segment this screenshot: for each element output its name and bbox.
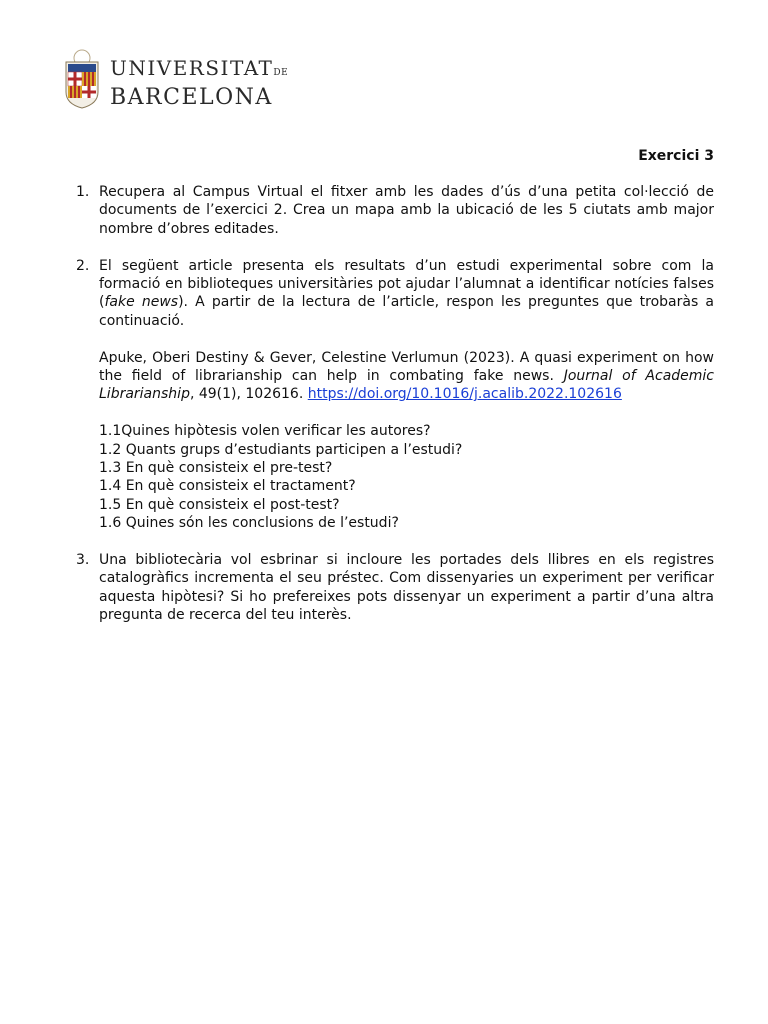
exercise-title: Exercici 3 <box>638 148 714 164</box>
journal-name: Journal of Academic Librarianship <box>99 368 714 403</box>
article-reference: Apuke, Oberi Destiny & Gever, Celestine Verlumun (2023). A quasi experiment on how the field of librarianship can help in combating fake news. Journal of Academic Librarianship, 49(1), 102616. https://doi.org/10.1016/j.acalib.2022.102616 <box>99 349 714 403</box>
logo-wordmark-barcelona: BARCELONA <box>110 85 273 110</box>
question-item: 1.1Quines hipòtesis volen verificar les autores? <box>99 423 431 440</box>
doi-link[interactable]: https://doi.org/10.1016/j.acalib.2022.102616 <box>307 386 622 403</box>
logo-wordmark-universitat: UNIVERSITAT <box>110 56 274 80</box>
exercise-list <box>62 183 714 643</box>
question-list <box>99 422 714 532</box>
question-item: 1.6 Quines són les conclusions de l’estudi? <box>99 515 399 532</box>
exercise-number: 3. <box>76 552 90 569</box>
university-logo <box>62 48 289 112</box>
fake-news-term: fake news <box>104 294 179 311</box>
question-item: 1.3 En què consisteix el pre-test? <box>99 460 333 477</box>
exercise-item-1 <box>62 183 714 238</box>
university-crest-icon <box>62 48 102 110</box>
exercise-text: Una bibliotecària vol esbrinar si incloure les portades dels llibres en els registres catalogràfics incrementa el seu préstec. Com dissenyaries un experiment per verificar aquesta hipòtesi? Si ho prefereixes pots dissenyar un experiment a partir d’una altra pregunta de recerca del teu interès. <box>99 552 714 624</box>
question-item: 1.2 Quants grups d’estudiants participen a l’estudi? <box>99 441 463 458</box>
exercise-number: 2. <box>76 257 90 274</box>
question-item: 1.5 En què consisteix el post-test? <box>99 496 340 513</box>
logo-wordmark-de: DE <box>273 68 289 78</box>
exercise-text: Recupera al Campus Virtual el fitxer amb les dades d’ús d’una petita col·lecció de documents de l’exercici 2. Crea un mapa amb la ubicació de les 5 ciutats amb major nombre d’obres editades. <box>99 184 714 237</box>
exercise-number: 1. <box>76 184 90 200</box>
question-item: 1.4 En què consisteix el tractament? <box>99 478 356 495</box>
exercise-item-2 <box>62 257 714 533</box>
exercise-text: El següent article presenta els resultats d’un estudi experimental sobre com la formació en biblioteques universitàries pot ajudar l’alumnat a identificar notícies falses (fake news). A partir de la lectura de l’article, respon les preguntes que trobaràs a continuació. <box>99 257 714 329</box>
exercise-item-3 <box>62 551 714 625</box>
